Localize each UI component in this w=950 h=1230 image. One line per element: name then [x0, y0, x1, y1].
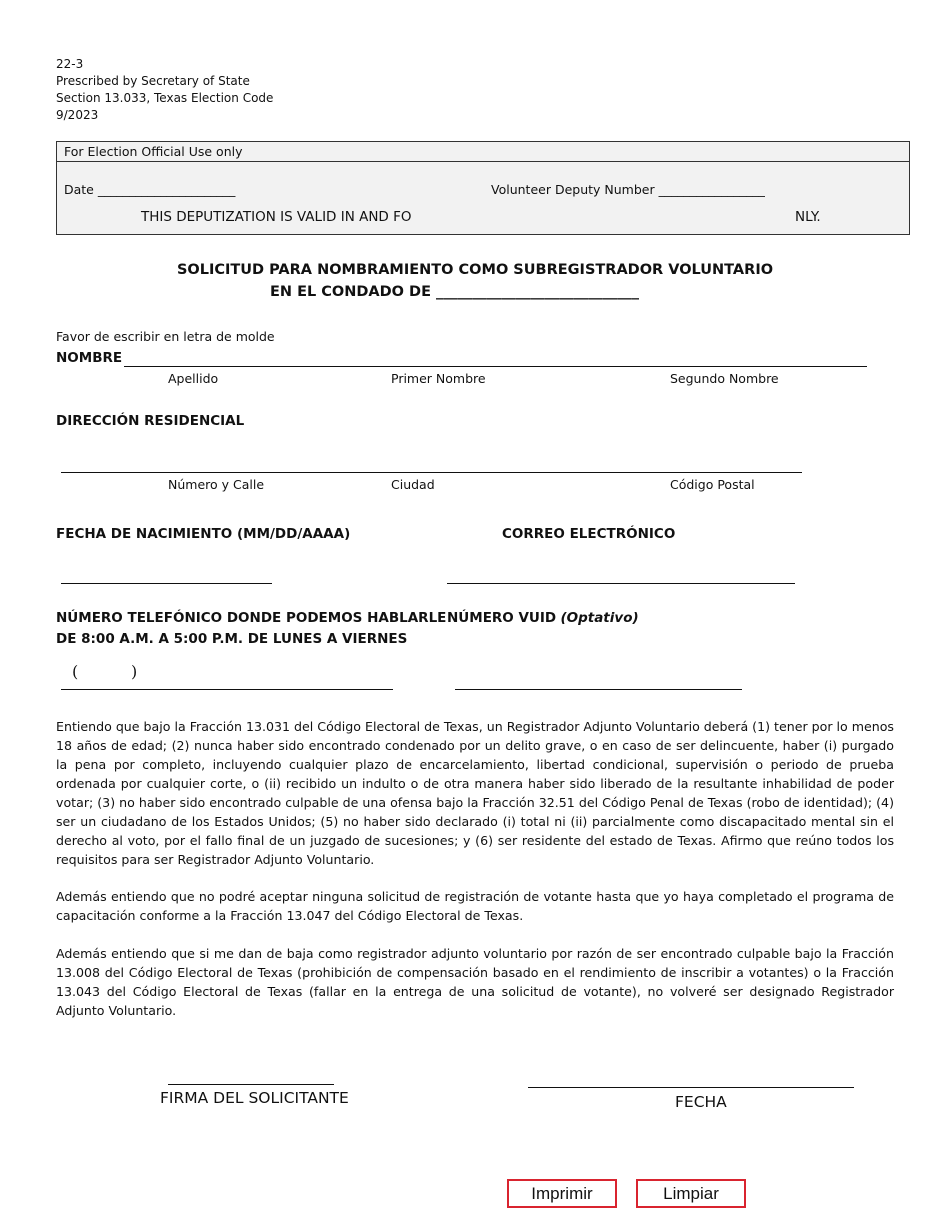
deputization-valid-text: THIS DEPUTIZATION IS VALID IN AND FO [141, 209, 412, 225]
phone-label-line2: DE 8:00 A.M. A 5:00 P.M. DE LUNES A VIERNES [56, 631, 408, 647]
vuid-label: NÚMERO VUID [447, 610, 557, 626]
last-name-caption: Apellido [168, 371, 219, 386]
county-field[interactable]: EN EL CONDADO DE ____________________________ [270, 284, 640, 300]
name-label: NOMBRE [56, 350, 123, 366]
form-code: 22-3 [56, 57, 84, 71]
middle-name-caption: Segundo Nombre [670, 371, 779, 386]
signature-date-line[interactable] [528, 1087, 854, 1088]
applicant-signature-label: FIRMA DEL SOLICITANTE [160, 1089, 349, 1107]
deputization-valid-text-end: NLY. [795, 209, 821, 225]
dob-label: FECHA DE NACIMIENTO (MM/DD/AAAA) [56, 526, 351, 542]
official-use-title: For Election Official Use only [64, 144, 243, 159]
vuid-optional-note: (Optativo) [560, 610, 639, 626]
official-use-title-bar [57, 142, 909, 162]
form-title-line1: SOLICITUD PARA NOMBRAMIENTO COMO SUBREGISTRADOR VOLUNTARIO [176, 262, 774, 278]
election-code-section: Section 13.033, Texas Election Code [56, 91, 274, 105]
prescribed-by: Prescribed by Secretary of State [56, 74, 250, 88]
address-input-line[interactable] [61, 472, 802, 473]
print-button[interactable]: Imprimir [507, 1179, 617, 1208]
training-paragraph: Además entiendo que no podré aceptar ninguna solicitud de registración de votante hasta que yo haya completado el programa de capacitación conforme a la Fracción 13.047 del Código Electoral de Texas. [56, 889, 894, 923]
volunteer-deputy-number-field[interactable]: Volunteer Deputy Number _________________ [491, 182, 765, 197]
dob-input-line[interactable] [61, 583, 272, 584]
print-note: Favor de escribir en letra de molde [56, 329, 275, 344]
email-input-line[interactable] [447, 583, 795, 584]
clear-button[interactable]: Limpiar [636, 1179, 746, 1208]
area-code-open-paren: ( [72, 662, 79, 681]
signature-date-label: FECHA [675, 1093, 727, 1111]
street-caption: Número y Calle [168, 477, 265, 492]
area-code-close-paren: ) [131, 662, 138, 681]
address-label: DIRECCIÓN RESIDENCIAL [56, 413, 245, 429]
phone-label-line1: NÚMERO TELEFÓNICO DONDE PODEMOS HABLARLE [56, 610, 447, 626]
vuid-input-line[interactable] [455, 689, 742, 690]
eligibility-paragraph: Entiendo que bajo la Fracción 13.031 del Código Electoral de Texas, un Registrador Adjunto Voluntario deberá (1) tener por lo menos 18 años de edad; (2) nunca haber sido encontrado condenado por un delito grave, o en caso de ser delincuente, haber (i) purgado la pena por completo, incluyendo cualquier plazo de encarcelamiento, libertad condicional, supervisión o periodo de prueba ordenada por cualquier corte, o (ii) recibido un indulto o de otra manera haber sido liberado de la resultante inhabilidad de poder votar; (3) no haber sido encontrado culpable de una ofensa bajo la Fracción 32.51 del Código Penal de Texas (robo de identidad); (4) ser un ciudadano de los Estados Unidos; (5) no haber sido declarado (i) total ni (ii) parcialmente como discapacitado mental sin el derecho al voto, por el fallo final de un juzgado de sucesiones; y (6) ser residente del estado de Texas. Afirmo que reúno todos los requisitos para ser Registrador Adjunto Voluntario. [56, 719, 894, 867]
termination-paragraph: Además entiendo que si me dan de baja como registrador adjunto voluntario por razón de ser encontrado culpable bajo la Fracción 13.008 del Código Electoral de Texas (prohibición de compensación basado en el rendimiento de inscribir a votantes) o la Fracción 13.043 del Código Electoral de Texas (fallar en la entrega de una solicitud de votante), no volveré ser designado Registrador Adjunto Voluntario. [56, 946, 894, 1018]
form-date: 9/2023 [56, 108, 99, 122]
signature-line[interactable] [168, 1084, 334, 1085]
official-use-box [56, 141, 910, 235]
first-name-caption: Primer Nombre [391, 371, 486, 386]
zip-caption: Código Postal [670, 477, 755, 492]
email-label: CORREO ELECTRÓNICO [502, 526, 676, 542]
phone-input-line[interactable] [61, 689, 393, 690]
city-caption: Ciudad [391, 477, 435, 492]
name-input-line[interactable] [124, 366, 867, 367]
official-date-field[interactable]: Date ______________________ [64, 182, 236, 197]
